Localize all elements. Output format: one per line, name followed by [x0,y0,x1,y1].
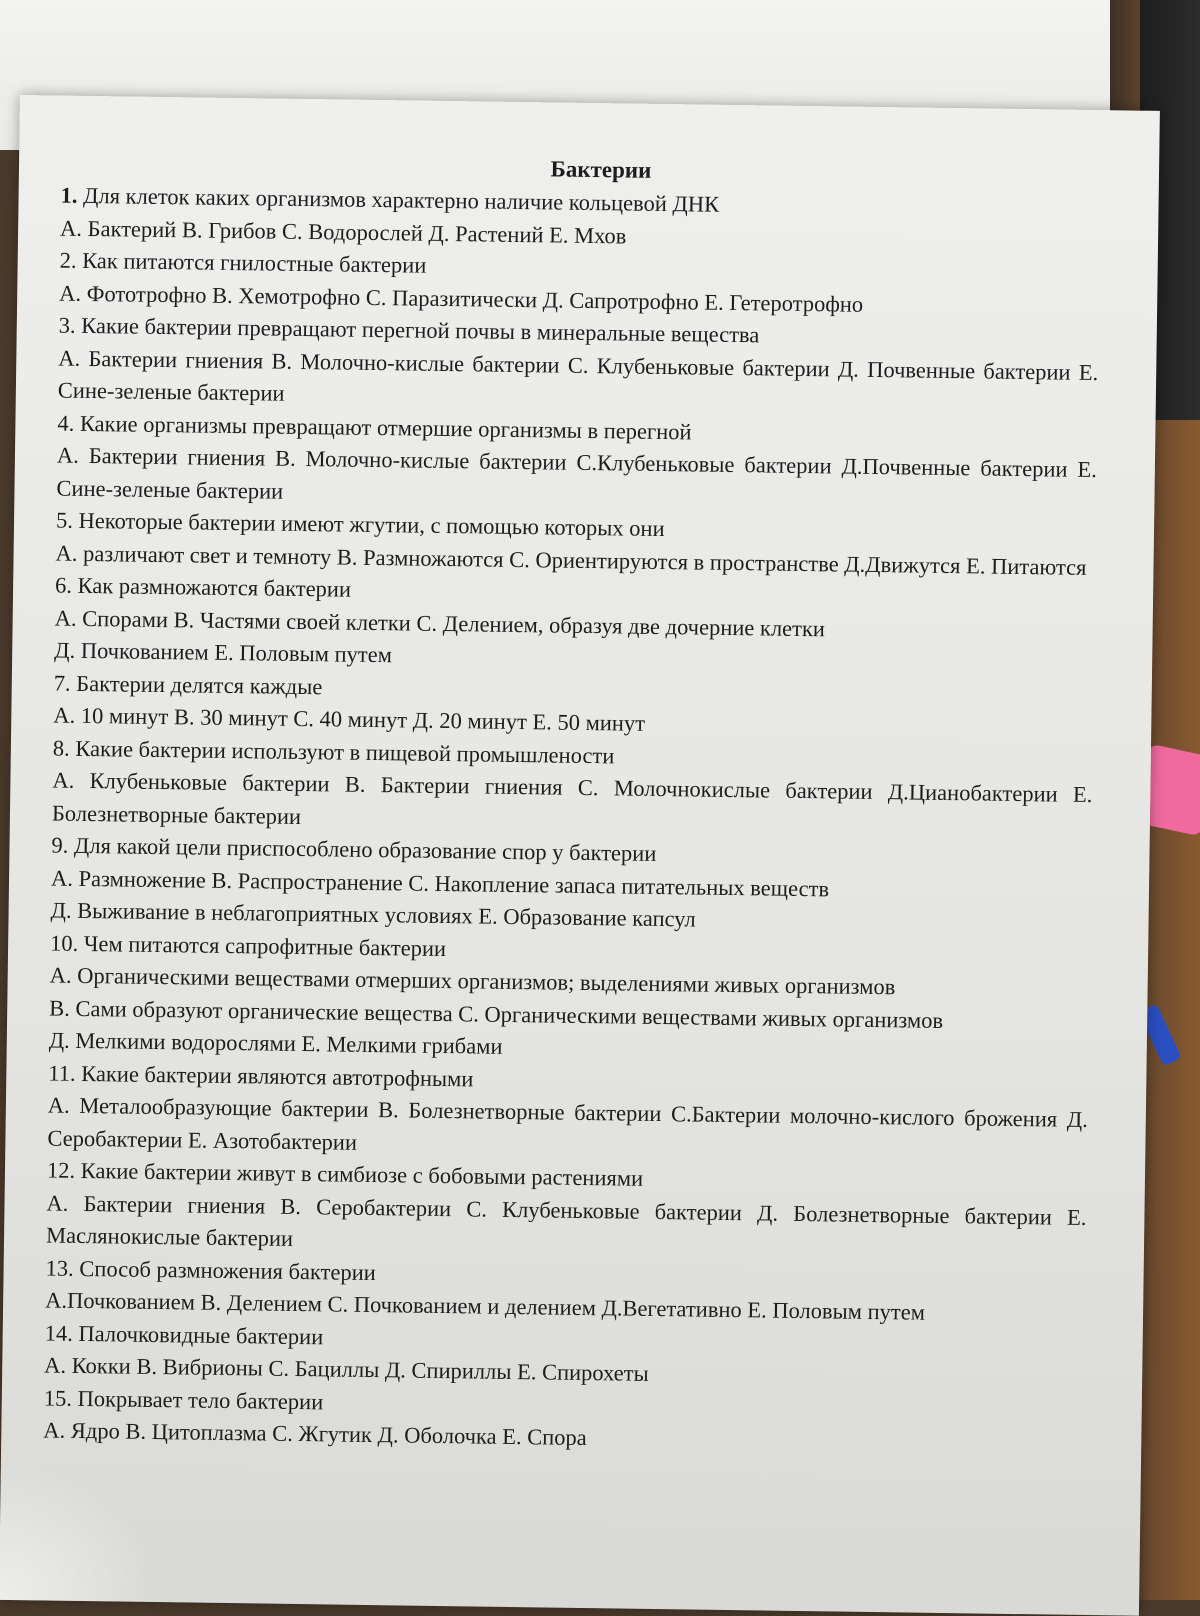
question-number: 10. [49,930,79,956]
question-number: 6. [54,572,73,598]
question-block [47,1057,1088,1169]
question-prompt: Какие бактерии используют в пищевой промышлености [75,735,615,768]
question-prompt: Покрывает тело бактерии [77,1385,324,1414]
answer-options: Д. Мелкими водорослями Е. Мелкими грибами [48,1027,503,1059]
question-prompt: Какие бактерии являются автотрофными [81,1060,474,1091]
document-content [43,148,1101,1462]
question-block [50,830,1091,942]
answer-options: А. Бактерии гниения В. Молочно-кислые бактерии С.Клубеньковые бактерии Д.Почвенные бактерии Е. Сине-зеленые бактерии [56,442,1098,504]
answer-options: А. 10 минут В. 30 минут С. 40 минут Д. 20 минут Е. 50 минут [53,702,646,736]
answer-options: А. Бактерии гниения В. Серобактерии С. Клубеньковые бактерии Д. Болезнетворные бактерии Е. Маслянокислые бактерии [45,1189,1087,1251]
answer-options: А. Ядро В. Цитоплазма С. Жгутик Д. Оболочка Е. Спора [43,1417,587,1451]
question-number: 14. [44,1319,74,1346]
question-prompt: Как питаются гнилостные бактерии [82,247,427,278]
paper-sheet [0,95,1160,1616]
answer-options: А. Бактерии гниения В. Молочно-кислые бактерии С. Клубеньковые бактерии Д. Почвенные бактерии Е. Сине-зеленые бактерии [57,345,1099,406]
question-block [43,1382,1084,1462]
question-prompt: Палочковидные бактерии [78,1320,324,1349]
question-block [49,927,1091,1072]
question-list [43,180,1101,1462]
question-number: 12. [46,1157,76,1183]
question-number: 3. [58,312,76,338]
answer-options: А. различают свет и темноту В. Размножаются С. Ориентируются в пространстве Д.Движутся Е. Питаются [55,540,1087,580]
question-number: 2. [59,247,77,273]
question-number: 4. [57,410,75,436]
answer-options: А. Размножение В. Распространение С. Накопление запаса питательных веществ [50,865,830,901]
question-block [58,310,1099,422]
page-title: Бактерии [550,156,652,183]
answer-options: Д. Выживание в неблагоприятных условиях Е. Образование капсул [50,897,696,932]
answer-options: А. Органическими веществами отмерших организмов; выделениями живых организмов [49,962,896,1000]
answer-options: В. Сами образуют органические вещества С. Органическими веществами живых организмов [49,994,944,1033]
answer-options: А. Бактерий В. Грибов С. Водорослей Д. Растений Е. Мхов [59,215,627,248]
question-prompt: Чем питаются сапрофитные бактерии [83,930,447,961]
question-prompt: Какие бактерии превращают перегной почвы в минеральные вещества [81,312,760,348]
question-number: 7. [53,670,71,696]
question-block [46,1154,1087,1266]
question-number: 8. [52,735,70,761]
question-prompt: Какие организмы превращают отмершие организмы в перегной [79,410,692,444]
answer-options: А. Клубеньковые бактерии В. Бактерии гниения С. Молочнокислые бактерии Д.Цианобактерии Е. Болезнетворные бактерии [51,767,1093,829]
question-number: 13. [45,1254,74,1281]
question-prompt: Для какой цели приспособлено образование спор у бактерии [73,832,657,866]
answer-options: Д. Почкованием Е. Половым путем [54,637,393,668]
question-block [52,732,1093,844]
question-number: 1. [60,182,78,208]
question-prompt: Как размножаются бактерии [77,572,352,602]
answer-options: А. Спорами В. Частями своей клетки С. Делением, образуя две дочерние клетки [54,605,826,641]
question-prompt: Способ размножения бактерии [79,1255,376,1285]
answer-options: А.Почкованием В. Делением С. Почкованием и делением Д.Вегетативно Е. Половым путем [45,1287,926,1325]
question-number: 11. [48,1059,76,1086]
question-prompt: Некоторые бактерии имеют жгутии, с помощью которых они [78,507,665,542]
question-block [54,570,1095,682]
light-glare [0,1460,161,1602]
question-prompt: Для клеток каких организмов характерно наличие кольцевой ДНК [82,182,720,217]
question-number: 15. [43,1384,73,1411]
question-number: 9. [51,832,69,858]
question-prompt: Бактерии делятся каждые [76,670,323,699]
question-block [56,407,1097,519]
answer-options: А. Металообразующие бактерии В. Болезнетворные бактерии С.Бактерии молочно-кислого брожения Д. Серобактерии Е. Азотобактерии [47,1092,1088,1155]
question-number: 5. [55,507,74,533]
answer-options: А. Кокки В. Вибрионы С. Бациллы Д. Спириллы Е. Спирохеты [44,1352,649,1386]
question-prompt: Какие бактерии живут в симбиозе с бобовыми растениями [80,1157,644,1191]
answer-options: А. Фототрофно В. Хемотрофно С. Паразитически Д. Сапротрофно Е. Гетеротрофно [59,280,864,317]
